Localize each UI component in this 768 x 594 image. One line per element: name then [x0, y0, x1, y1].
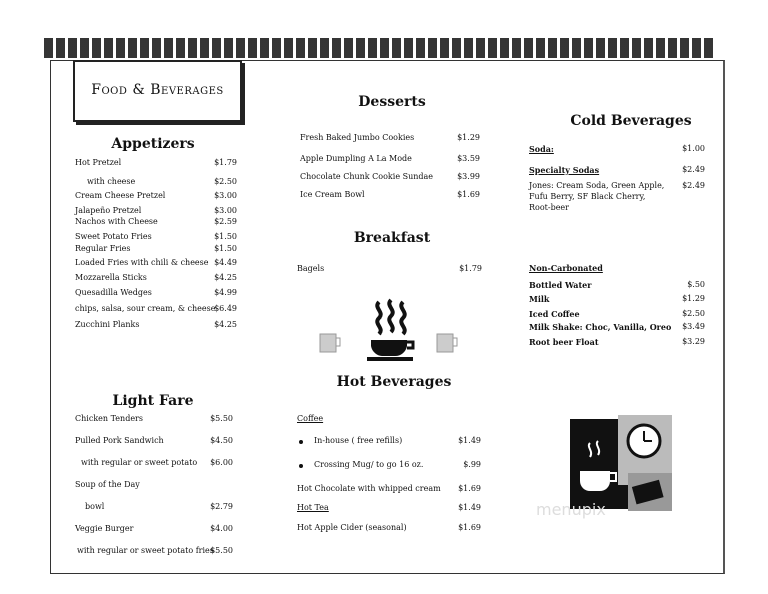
- menu-item-name: Mozzarella Sticks: [75, 273, 147, 282]
- bullet-icon: [299, 464, 303, 468]
- menu-item-price: $4.99: [214, 288, 237, 297]
- menu-item-name: Jalapeño Pretzel: [75, 206, 142, 215]
- menu-item-name: Root-beer: [529, 203, 569, 212]
- hot_beverages-heading: Hot Beverages: [336, 374, 452, 390]
- menu-item-price: $6.49: [214, 304, 237, 313]
- menu-item-price: $1.50: [214, 232, 237, 241]
- menu-item-price: $3.00: [214, 191, 237, 200]
- menu-item-price: $4.25: [214, 273, 237, 282]
- menu-item-price: $1.49: [458, 503, 481, 512]
- menu-item-price: $.50: [687, 280, 705, 289]
- menu-item-name: Apple Dumpling A La Mode: [300, 154, 412, 163]
- menu-item-name: Chocolate Chunk Cookie Sundae: [300, 172, 434, 181]
- menu-item-price: $1.69: [457, 190, 480, 199]
- menu-item-name: Loaded Fries with chili & cheese: [75, 258, 209, 267]
- menu-item-name: Fufu Berry, SF Black Cherry,: [529, 192, 646, 201]
- menu-item-name: Jones: Cream Soda, Green Apple,: [529, 181, 665, 190]
- menu-item-name: Quesadilla Wedges: [75, 288, 152, 297]
- menu-item-name: Hot Pretzel: [75, 158, 122, 167]
- menu-item-name: Root beer Float: [529, 337, 599, 347]
- menu-item-price: $3.00: [214, 206, 237, 215]
- menu-item-name: Fresh Baked Jumbo Cookies: [300, 133, 415, 142]
- menu-item-price: $1.79: [459, 264, 482, 273]
- menu-item-price: $2.50: [214, 177, 237, 186]
- menu-item-name: with cheese: [87, 177, 136, 186]
- menu-item-price: $1.00: [682, 144, 705, 153]
- menu-item-name: bowl: [85, 502, 105, 511]
- menu-item-name: Nachos with Cheese: [75, 217, 158, 226]
- menu-item-name: Milk: [529, 294, 550, 304]
- title-box: [73, 60, 242, 122]
- menu-item-price: $1.69: [458, 523, 481, 532]
- menu-item-price: $4.49: [214, 258, 237, 267]
- menu-item-price: $6.00: [210, 458, 233, 467]
- bullet-icon: [299, 440, 303, 444]
- desserts-heading: Desserts: [358, 94, 426, 110]
- menu-item-price: $4.00: [210, 524, 233, 533]
- menu-item-name: Hot Chocolate with whipped cream: [297, 484, 441, 493]
- decorative-strip: [44, 38, 716, 58]
- menu-item-name: Regular Fries: [75, 244, 131, 253]
- small-mug-icon: [318, 330, 342, 356]
- menu-item-name: Crossing Mug/ to go 16 oz.: [314, 460, 424, 469]
- coffee-clock-laptop-illustration: [568, 413, 674, 513]
- menu-item-name: Ice Cream Bowl: [300, 190, 365, 199]
- menu-item-price: $3.29: [682, 337, 705, 346]
- menu-item-name: Veggie Burger: [75, 524, 134, 533]
- menu-item-name: Bottled Water: [529, 280, 592, 290]
- light_fare-heading: Light Fare: [112, 393, 194, 409]
- menu-item-price: $3.49: [682, 322, 705, 331]
- menu-item-price: $1.29: [457, 133, 480, 142]
- menu-item-name: chips, salsa, sour cream, & cheese: [75, 304, 216, 313]
- menu-item-price: $4.25: [214, 320, 237, 329]
- menu-item-price: $2.50: [682, 309, 705, 318]
- menu-item-price: $1.69: [458, 484, 481, 493]
- menu-item-name: Non-Carbonated: [529, 263, 603, 273]
- menu-item-price: $.99: [463, 460, 481, 469]
- menu-item-price: $2.49: [682, 181, 705, 190]
- menu-item-name: Cream Cheese Pretzel: [75, 191, 166, 200]
- menu-item-name: with regular or sweet potato: [81, 458, 198, 467]
- menu-item-price: $5.50: [210, 546, 233, 555]
- coffee-cup-icon: [365, 298, 417, 362]
- menu-item-name: In-house ( free refills): [314, 436, 403, 445]
- menu-item-name: Zucchini Planks: [75, 320, 140, 329]
- menu-item-name: Specialty Sodas: [529, 165, 600, 175]
- menu-item-price: $2.49: [682, 165, 705, 174]
- menu-item-name: Bagels: [297, 264, 325, 273]
- appetizers-heading: Appetizers: [111, 136, 195, 152]
- menu-item-price: $2.59: [214, 217, 237, 226]
- menu-item-name: Coffee: [297, 414, 324, 423]
- cold_beverages-heading: Cold Beverages: [570, 113, 692, 129]
- menu-item-name: Chicken Tenders: [75, 414, 143, 423]
- menu-item-price: $1.50: [214, 244, 237, 253]
- menu-item-price: $3.59: [457, 154, 480, 163]
- menu-item-name: Hot Tea: [297, 503, 329, 512]
- menu-item-price: $1.79: [214, 158, 237, 167]
- small-mug-icon: [435, 330, 459, 356]
- menu-item-price: $1.49: [458, 436, 481, 445]
- menu-item-price: $4.50: [210, 436, 233, 445]
- menu-item-price: $2.79: [210, 502, 233, 511]
- menu-item-name: Pulled Pork Sandwich: [75, 436, 164, 445]
- menu-item-price: $1.29: [682, 294, 705, 303]
- menu-item-name: Soup of the Day: [75, 480, 140, 489]
- menu-item-name: Iced Coffee: [529, 309, 580, 319]
- menu-item-name: with regular or sweet potato fries: [77, 546, 214, 555]
- menu-item-price: $3.99: [457, 172, 480, 181]
- menu-item-name: Milk Shake: Choc, Vanilla, Oreo: [529, 322, 672, 332]
- menu-item-name: Soda:: [529, 144, 554, 154]
- breakfast-heading: Breakfast: [353, 230, 431, 246]
- menu-item-price: $5.50: [210, 414, 233, 423]
- watermark: menupix: [536, 500, 606, 519]
- menu-item-name: Hot Apple Cider (seasonal): [297, 523, 407, 532]
- menu-title: Food & Beverages: [91, 82, 224, 98]
- menu-item-name: Sweet Potato Fries: [75, 232, 152, 241]
